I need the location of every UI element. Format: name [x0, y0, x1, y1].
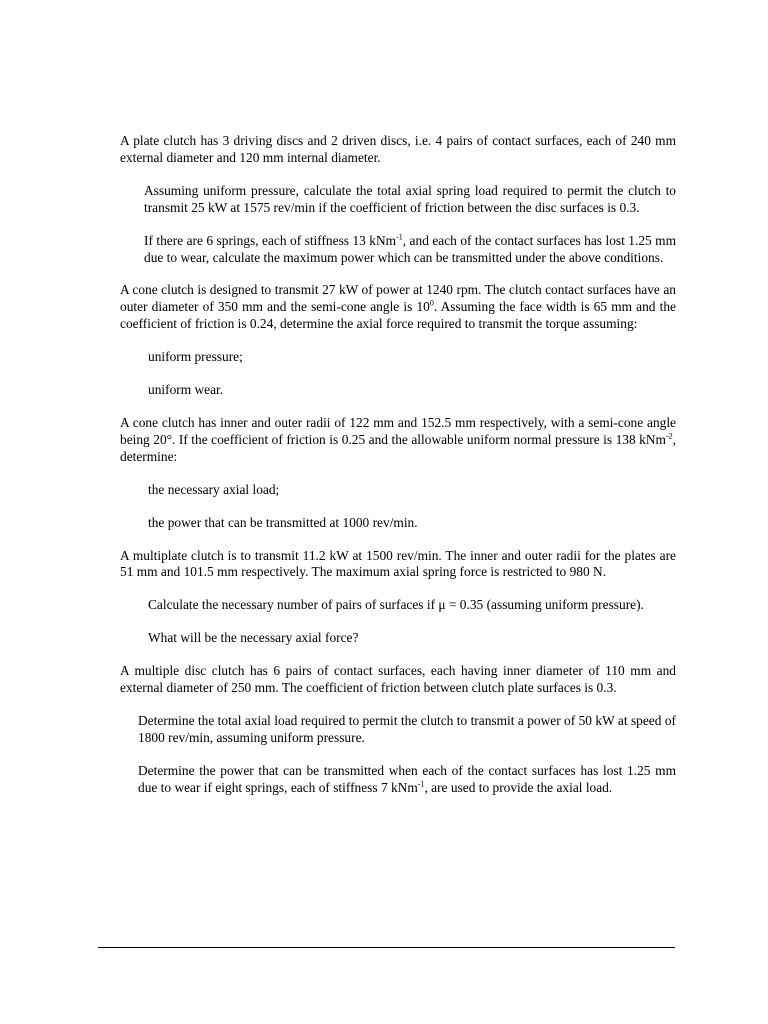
q3-intro-sup: -2: [665, 431, 673, 441]
q1-part-b-text: If there are 6 springs, each of stiffness 13 kNm: [144, 232, 397, 248]
q5-part-b: [138, 763, 676, 797]
q4-part-a: Calculate the necessary number of pairs of surfaces if μ = 0.35 (assuming uniform pressure).: [148, 597, 644, 613]
q1-part-b-text-end: , and each of the contact surfaces has lost 1.25 mm due to wear, calculate the maximum power which can be transmitted under the above conditions.: [144, 232, 676, 265]
q2-part-a: uniform pressure;: [148, 349, 243, 365]
q1-part-b: [144, 233, 676, 267]
q2-part-b: uniform wear.: [148, 382, 224, 398]
q2-intro-text-end: . Assuming the face width is 65 mm and the coefficient of friction is 0.24, determine the axial force required to transmit the torque assuming:: [120, 299, 676, 332]
q1-part-a: Assuming uniform pressure, calculate the total axial spring load required to permit the clutch to transmit 25 kW at 1575 rev/min if the coefficient of friction between the disc surfaces is 0.3.: [144, 182, 676, 215]
q1-intro: A plate clutch has 3 driving discs and 2 driven discs, i.e. 4 pairs of contact surfaces, each of 240 mm external diameter and 120 mm internal diameter.: [120, 133, 676, 165]
q5-part-b-text: Determine the power that can be transmitted when each of the contact surfaces has lost 1.25 mm due to wear if eight springs, each of stiffness 7 kNm: [138, 762, 676, 795]
q3-intro: [120, 415, 676, 466]
q5-intro: A multiple disc clutch has 6 pairs of contact surfaces, each having inner diameter of 110 mm and external diameter of 250 mm. The coefficient of friction between clutch plate surfaces is 0.3.: [120, 663, 676, 696]
q3-intro-text: A cone clutch has inner and outer radii of 122 mm and 152.5 mm respectively, with a semi-cone angle being 20°. If the coefficient of friction is 0.25 and the allowable uniform normal pressure is 138 kNm: [120, 414, 676, 447]
q3-part-b: the power that can be transmitted at 1000 rev/min.: [148, 514, 418, 530]
q5-part-b-sup: -1: [417, 779, 425, 789]
q2-intro-text: A cone clutch is designed to transmit 27 kW of power at 1240 rpm. The clutch contact surfaces have an outer diameter of 350 mm and the semi-cone angle is 10: [120, 282, 676, 315]
q2-intro: [120, 282, 676, 333]
document-page: [120, 133, 676, 813]
q3-part-a: the necessary axial load;: [148, 481, 280, 497]
q4-part-b: What will be the necessary axial force?: [148, 630, 359, 646]
q2-intro-sup: 0: [429, 298, 434, 308]
q3-intro-text-end: , determine:: [120, 431, 676, 464]
q1-part-b-sup: -1: [396, 232, 403, 242]
footer-rule: [98, 947, 675, 948]
q4-intro: A multiplate clutch is to transmit 11.2 kW at 1500 rev/min. The inner and outer radii for the plates are 51 mm and 101.5 mm respectively. The maximum axial spring force is restricted to 980 N.: [120, 547, 676, 580]
q5-part-b-text-end: , are used to provide the axial load.: [424, 779, 613, 795]
q5-part-a: Determine the total axial load required to permit the clutch to transmit a power of 50 kW at speed of 1800 rev/min, assuming uniform pressure.: [138, 712, 676, 745]
